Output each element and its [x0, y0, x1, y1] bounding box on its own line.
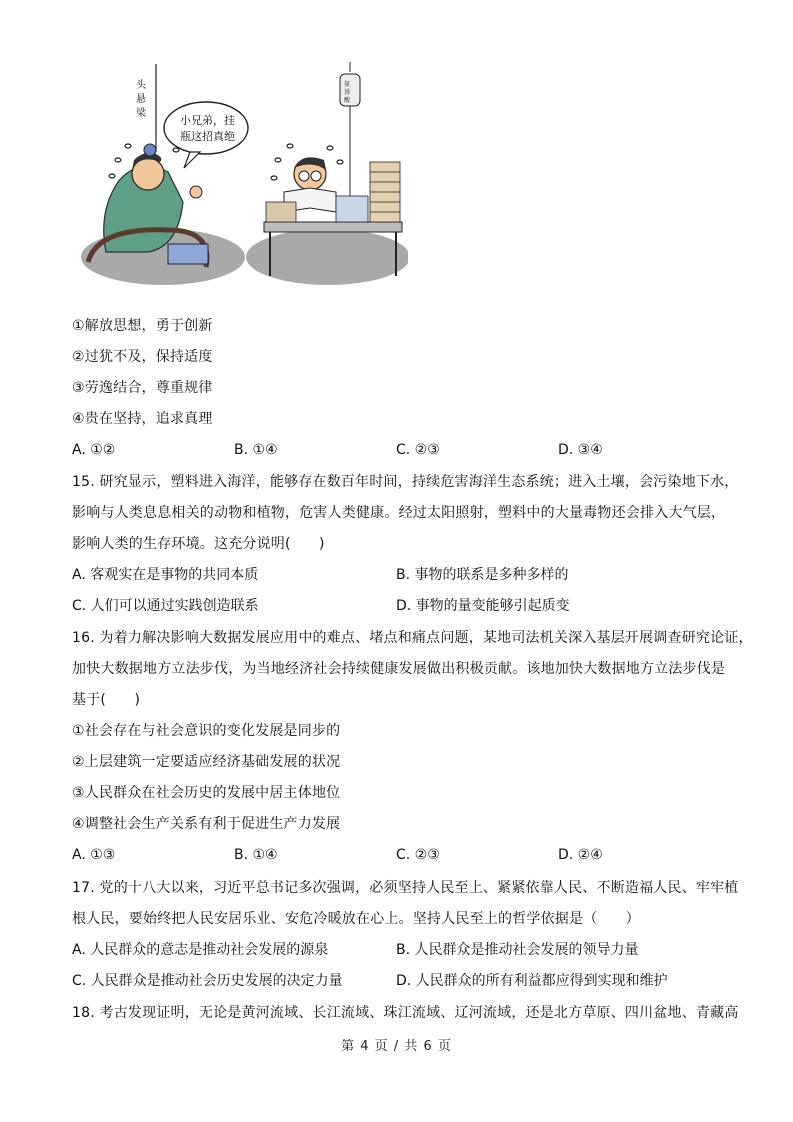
q17-option-d[interactable]: D. 人民群众的所有利益都应得到实现和维护 [396, 973, 668, 989]
q16-stem-line-3: 基于( ) [72, 692, 141, 708]
q14-option-c[interactable]: C. ②③ [396, 442, 440, 458]
q16-stem-line-1: 16. 为着力解决影响大数据发展应用中的难点、堵点和痛点问题，某地司法机关深入基层开展调查研究论证， [72, 630, 753, 646]
q15-stem-line-1: 15. 研究显示，塑料进入海洋，能够存在数百年时间，持续危害海洋生态系统；进入土壤，会污染地下水， [72, 474, 739, 490]
q15-options-row-2 [72, 596, 732, 616]
q16-option-d[interactable]: D. ②④ [558, 847, 603, 863]
q17-stem-line-1: 17. 党的十八大以来，习近平总书记多次强调，必须坚持人民至上、紧紧依靠人民、不断造福人民、牢牢植 [72, 880, 739, 896]
q17-option-c[interactable]: C. 人民群众是推动社会历史发展的决定力量 [72, 973, 343, 989]
q14-statement-2: ②过犹不及，保持适度 [72, 349, 213, 365]
svg-text:梁: 梁 [136, 108, 146, 119]
q14-option-d[interactable]: D. ③④ [558, 442, 603, 458]
q14-statement-3: ③劳逸结合，尊重规律 [72, 380, 213, 396]
speech-bubble-line2: 瓶这招真绝 [180, 130, 235, 143]
svg-text:悬: 悬 [136, 94, 146, 105]
q14-statement-4: ④贵在坚持，追求真理 [72, 411, 213, 427]
svg-text:基: 基 [344, 89, 351, 96]
q15-option-a[interactable]: A. 客观实在是事物的共同本质 [72, 567, 259, 583]
q14-option-a[interactable]: A. ①② [72, 442, 116, 458]
q16-stem-line-2: 加快大数据地方立法步伐，为当地经济社会持续健康发展做出积极贡献。该地加快大数据地方立法步伐是 [72, 661, 726, 677]
svg-text:酸: 酸 [344, 97, 351, 104]
q17-option-b[interactable]: B. 人民群众是推动社会发展的领导力量 [396, 942, 639, 958]
q14-option-b[interactable]: B. ①④ [234, 442, 278, 458]
q15-options-row-1 [72, 565, 732, 585]
q16-statement-2: ②上层建筑一定要适应经济基础发展的状况 [72, 754, 341, 770]
q15-option-c[interactable]: C. 人们可以通过实践创造联系 [72, 598, 259, 614]
q14-options [72, 440, 732, 460]
q16-statement-3: ③人民群众在社会历史的发展中居主体地位 [72, 785, 341, 801]
q17-option-a[interactable]: A. 人民群众的意志是推动社会发展的源泉 [72, 942, 329, 958]
q16-option-a[interactable]: A. ①③ [72, 847, 116, 863]
q16-statement-1: ①社会存在与社会意识的变化发展是同步的 [72, 723, 341, 739]
q15-stem-line-3: 影响人类的生存环境。这充分说明( ) [72, 536, 325, 552]
q16-option-b[interactable]: B. ①④ [234, 847, 278, 863]
q15-option-d[interactable]: D. 事物的量变能够引起质变 [396, 598, 570, 614]
speech-bubble-line1: 小兄弟，挂 [180, 114, 235, 127]
svg-text:头: 头 [136, 80, 146, 91]
q14-statement-1: ①解放思想，勇于创新 [72, 318, 213, 334]
svg-text:氨: 氨 [344, 81, 351, 88]
q17-stem-line-2: 根人民，要始终把人民安居乐业、安危冷暖放在心上。坚持人民至上的哲学依据是（ ） [72, 911, 640, 927]
q15-option-b[interactable]: B. 事物的联系是多种多样的 [396, 567, 569, 583]
q16-statement-4: ④调整社会生产关系有利于促进生产力发展 [72, 816, 341, 832]
q18-stem-line-1: 18. 考古发现证明，无论是黄河流域、长江流域、珠江流域、辽河流域，还是北方草原、四川盆地、青藏高 [72, 1005, 739, 1021]
cartoon-illustration [78, 62, 408, 292]
page-number: 第 4 页 / 共 6 页 [341, 1039, 452, 1054]
q15-stem-line-2: 影响与人类息息相关的动物和植物，危害人类健康。经过太阳照射，塑料中的大量毒物还会排入大气层， [72, 505, 726, 521]
q17-options-row-2 [72, 971, 732, 991]
q17-options-row-1 [72, 940, 732, 960]
q16-options [72, 845, 732, 865]
q16-option-c[interactable]: C. ②③ [396, 847, 440, 863]
